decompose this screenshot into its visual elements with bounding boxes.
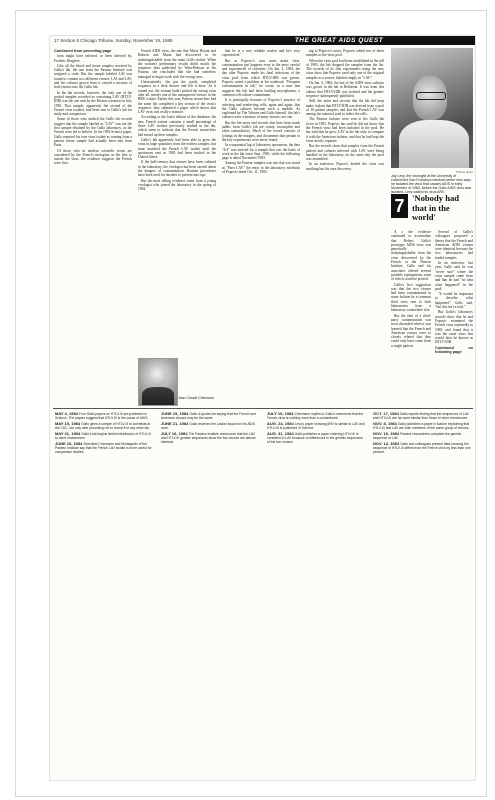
timeline-entry [55,412,153,420]
paragraph: In the lab records, however, the only one of the pooled samples recorded as containing LAV (HTLV-IIIB) was the one sent by the Pasteur scientists in July 1983. That sample, apparently the second of the French virus isolates, had been sent to Gallo's lab for study and comparison. [54,90,132,117]
timeline-date: JUNE 19, 1984 [161,411,190,416]
timeline-date: OCT. 17, 1984 [373,411,400,416]
paragraph: In a sequential log of laboratory specimens, the date "4/4" was entered for a sample that was the basis of work in the lab since Sept. 1983, while the following page is dated November 1983. [222,143,300,161]
paragraph: When the virus pool had been established in the fall of 1983, the lab dropped the samples from the list. The records of its first experiments using the new virus show that Popovic used only one of the original samples as a source, labeled simply as "LAV." [306,58,384,80]
timeline-date: NOV. 8, 1984 [373,421,398,426]
paragraph: If the half-century that viruses have been cultured in the laboratory, the virologist has been careful about the dangers of contamination. Routine procedures have been used for decades to prevent mix-ups. [138,160,216,178]
timeline-text: Pasteur researchers complete the genetic sequence of LAV. [373,432,462,440]
timeline-entry [55,442,153,454]
paragraph: The Pasteur isolates were sent to the Gallo lab twice in 1983. Popovic has said he did not know that the French virus had been included in the pool. He has said that he grew LAV in the lab only to compare it with the American isolates, and that he had kept the virus strictly separate. [306,117,384,143]
timeline-column-4 [373,412,471,456]
scanned-page [15,10,487,797]
timeline-column-3 [267,412,365,446]
paragraph: But the idea of a third-party contamination was soon discarded when it was learned that the French and American viruses were so closely related that they could only have come from a single patient. [391,313,431,348]
paragraph: Gallo's lab apparently had been able to grow the virus in large quantities from the earliest samples, but none matched the French LAV isolate until the specimens sent in 1983 had been studied in the United States. [138,137,216,160]
timeline-text: Gallo's lab begins limited distribution of HTLV-III to other researchers. [55,432,151,440]
portrait-caption: Jean-Claude Chermann [178,396,214,400]
timeline-entry [161,412,259,420]
timeline-entry [267,422,365,430]
timeline-text: Gallo receives the Lasker Award for his AIDS work. [161,422,256,430]
timeline-date: AUG. 24, 1984 [267,421,295,426]
paragraph: On Jan. 3, 1984, the last of the AIDS virus cultures was grown in the lab in Bethesda. It was from this culture that HTLV-IIIB was isolated and the genetic sequence subsequently published. [306,81,384,98]
timeline-text: Gallo gives a sample of HTLV-III to scientists at the CDC, but only after promising not to reveal it to any other lab. [55,422,151,430]
timeline-text: Gallo reports finding that the sequences of LAV and HTLV-III are far more similar than those of other retroviruses. [373,412,469,420]
timeline-date: JULY 19, 1984 [267,411,295,416]
text-column-5 [391,230,431,349]
timeline-text: Gallo publishes a paper claiming HTLV-III is unrelated to LAV because of differences in the genetic sequences of the two viruses. [267,432,363,444]
paragraph: Gallo's first suggestion was that the two viruses had been contaminated in some fashion by a common third virus sent to both laboratories from a laboratory somewhere else. [391,282,431,313]
timeline-date: NOV. 10, 1984 [373,431,401,436]
text-column-1 [54,49,132,167]
timeline-date: JUNE 21, 1984 [161,421,190,426]
text-column-3 [222,49,300,175]
timeline-entry [55,422,153,430]
timeline-column-1 [55,412,153,456]
paragraph: According to the latest edition of the database, the new French variant contains a small percentage of those LAV isolates previously studied in the lab, which seem to indicate that the French researchers had mixed up their samples. [138,115,216,137]
chapter-pullquote [391,194,473,224]
timeline-strip [53,408,473,453]
paragraph: Still, the notes and records that the lab did keep make it plain that HTLV-IIIB was derived from a pool of 10 patient samples, and that the French LAV was among the material used to infect the cells. [306,99,384,117]
paragraph: Some of those who studied the Gallo lab records suggest that the sample labeled as "LAV" was not the first sample obtained by the Gallo laboratory, as the French were led to believe. In his 1983 Science paper, Gallo reported his own virus isolate as coming from a patient whose sample had actually been sent from Paris. [54,117,132,148]
paragraph: ing to Popovic's notes, Popovic added two of these samples to the virus pool. [306,49,384,58]
paragraph: But Gallo's laboratory records show that he and Popovic examined the French virus repeatedly in 1983, and found that it was the same virus that would later be known as HTLV-IIIB. [435,310,473,345]
portrait-body [142,387,174,405]
chapter-number: 7 [391,194,408,218]
subhead: Continued from preceding page [54,49,112,53]
timeline-date: MAY 4, 1984 [55,411,80,416]
photo-glasses [416,92,446,100]
timeline-entry [267,412,365,420]
paragraph: In an interview last year, Gallo said he was "never sure" where the virus sample came from and that he had "no idea what happened" in the pool. [435,261,473,291]
paragraph: A s the evidence continued to accumulate that Robert Gallo's prototype AIDS virus was genetically indistinguishable from the virus discovered by the French at the Pasteur Institute, Gallo and his associates offered several possible explanations, none of which could be proved. [391,230,431,282]
timeline-text: Levy's paper showing ARV is similar to LAV and HTLV-III is published in Science. [267,422,365,430]
timeline-entry [373,442,471,454]
photo-coat [399,120,469,168]
page-label: 17 Section 5 Chicago Tribune, Sunday, November 19, 1989 [54,38,173,43]
section-banner: THE GREAT AIDS QUEST [203,36,475,45]
paragraph: that he is a very reliable worker and he's very experienced." [222,49,300,58]
portrait-photo [138,358,178,406]
paragraph: Among the Pasteur samples was one that was noted as "Paris LAV," the entry in the laboratory notebook of Popovic dated Oct. 11, 1983. [222,161,300,175]
timeline-entry [373,412,471,420]
portrait-head [149,365,167,387]
timeline-entry [55,432,153,440]
timeline-entry [161,422,259,430]
timeline-entry [373,422,471,430]
photo-caption: Jay Levy, the virologist at the University of California's San Francisco medical center who says he isolated the virus that causes AIDS in early November of 1983, before the Gallo AIDS virus was isolated. Levy called his virus ARV. [391,174,472,195]
paragraph: Unfortunately, she put the partly completed sequence in a desk drawer and left it there. As it turned out, the woman hadn't picked the wrong virus after all, merely one of the unsuspected viruses in the BRU isolate. Earlier this year, Pasteur researchers had the same lab completed a key section of the virus's sequence, they submitted a paper which shows that LAV virus was really a mixture. [138,80,216,115]
chapter-quote: 'Nobody had that in the world' [412,193,460,222]
timeline-text: Scientists Chermann and Montagnier of the Pasteur Institute say that the French LAV isolate is more useful for comparison studies. [55,442,152,454]
paragraph: Several of Gallo's colleagues proposed a theory that the French and American AIDS viruses were identical because the two laboratories had traded samples. [435,230,473,260]
timeline-entry [373,432,471,440]
paragraph: But as Popovic's own notes make clear, contamination just happens even to the most careful and experienced of scientists. On Jan. 3, 1984, the day after Popovic made his final infections of the virus pool from which HTLV-IIIB was grown, Popovic noted a problem in his notebook. "Frequent contamination in lab," he wrote, in a note that suggests the lab had been battling mycoplasma, a common cell culture contaminant. [222,58,300,97]
timeline-text: Four Gallo papers on HTLV-III are published in Science. The papers suggest that HTLV-III is the cause of AIDS. [55,412,149,420]
photo-credit: Tribune photo [455,170,473,174]
timeline-text: Chermann replies to Gallo's comments that the French virus is nothing more than a contaminant. [267,412,364,420]
paragraph: "It would be important to describe what happened," Gallo said, "but this isn't a trial." [435,292,473,310]
paragraph: But the most telling evidence came from a young virologist who joined the laboratory in the spring of 1984. [138,178,216,192]
timeline-text: The Pasteur Institute announces that the LAV and HTLV-III genetic sequences show the two viruses are almost identical. [161,432,256,444]
paragraph: But the lab notes and records that have been made public from Gallo's lab are scanty, incomplete and often contradictory. Much of the record consists of jottings in the margins, and documents that pertain to the key experiments were never found. [222,120,300,142]
paragraph: But the records show that samples from the French patient and cultures infected with LAV were being handled in the laboratory on the same day the pool was assembled. [306,144,384,162]
timeline-text: Gallo is quoted as saying that the French and American viruses may be the same. [161,412,256,420]
photo-caption-block [391,170,473,195]
text-column-2 [138,49,216,193]
timeline-date: NOV. 13, 1984 [373,441,401,446]
timeline-text: Gallo publishes a paper in Nature explaining that HTLV-III and LAV are both members of the same group of viruses. [373,422,470,430]
scientist-photo [391,48,473,168]
timeline-date: MAY 15, 1984 [55,421,82,426]
timeline-text: Gallo and colleagues present data showing the sequence of HTLV-III differs from the French virus by less than one percent. [373,442,471,454]
text-column-6 [435,230,473,355]
timeline-entry [161,432,259,444]
paragraph: born might have infected, or been infected by, Frederic Brugiere. [54,54,132,63]
subhead: Continued on following page [435,345,473,355]
timeline-entry [267,432,365,444]
page-header [50,36,475,45]
paragraph: Of those who in modern scientific terms are considered by the French virologists as the first to isolate the virus, the evidence suggests the French were first. [54,148,132,166]
timeline-date: MAY 31, 1984 [55,431,82,436]
timeline-column-2 [161,412,259,446]
timeline-date: AUG. 31, 1984 [267,431,295,436]
timeline-date: JULY 16, 1984 [161,431,189,436]
paragraph: It is principally because of Popovic's practice of infecting and reinfecting cells, again and again, that the Gallo cultures became such a muddle. As explained by The Tribune and Gallo himself, the lab's cultures were a mixture of many viruses, not one. [222,98,300,120]
paragraph: Like all the blood and tissue samples received by Gallo's lab, the one from the Pasteur Institute was assigned a code. But the sample labeled LAI was found to contain two different viruses, LAI and LAV, and the cultures grown from it carried a mixture of both viruses into the Gallo lab. [54,63,132,90]
timeline-date: JUNE 15, 1984 [55,441,84,446]
text-column-4 [306,49,384,172]
blank-lower-page [50,456,475,780]
newspaper-page [49,35,476,781]
paragraph: French AIDS virus, the one that Marty Bryant and Babson and Maria had discovered to be indistinguishable from the main Gallo isolate. When the women's preliminary results didn't match the sequence data published by Wain-Hobson at the Pasteur, she concluded that she had somehow managed to begin work with the wrong virus. [138,49,216,79]
paragraph: In an interview, Popovic denied the virus was anything but his own discovery. [306,162,384,171]
